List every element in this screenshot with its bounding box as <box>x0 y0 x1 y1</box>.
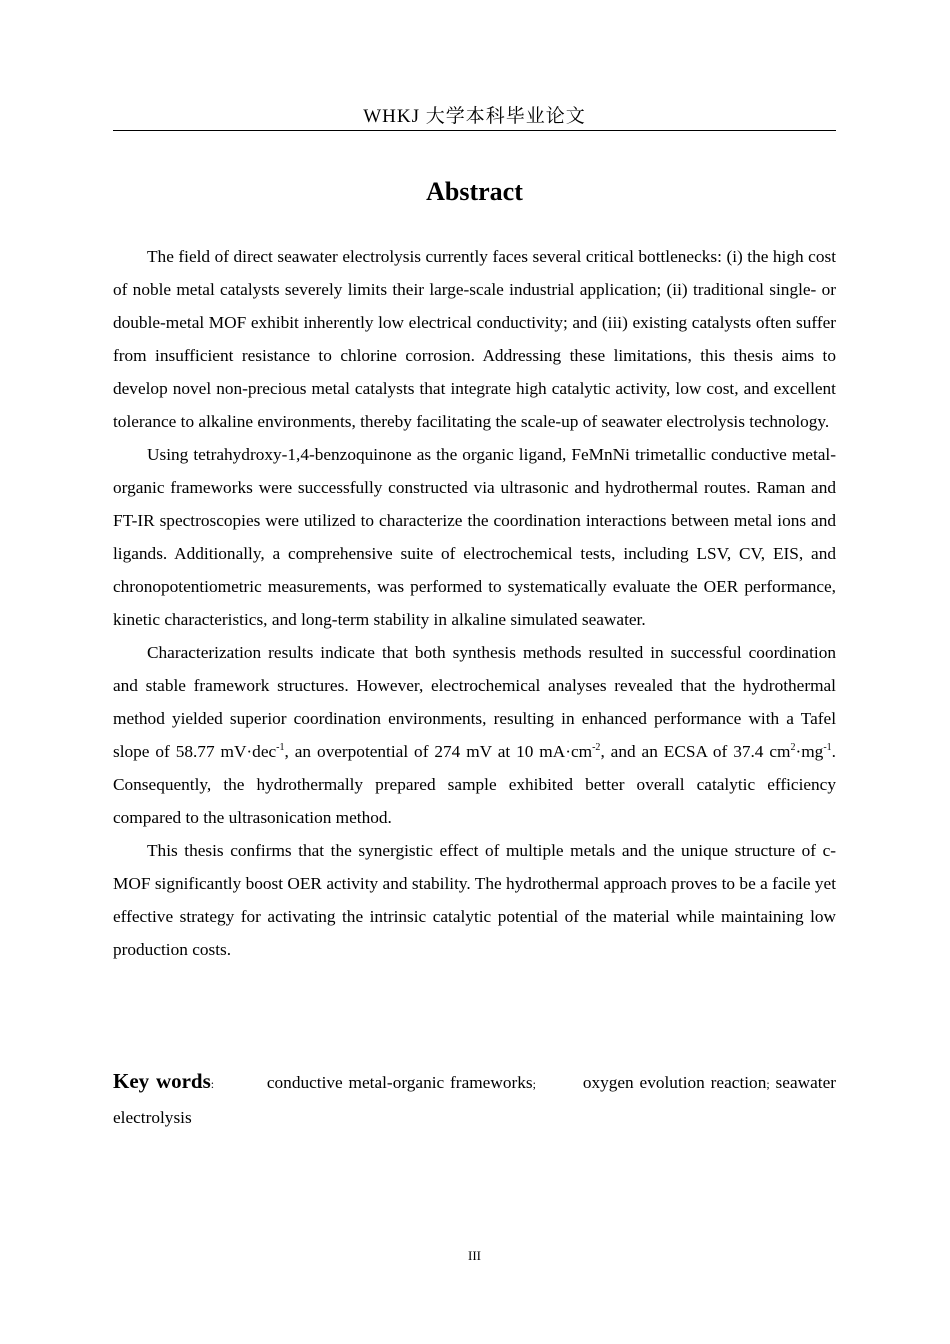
keywords-label: Key words <box>113 1069 211 1093</box>
current-density-exponent: -2 <box>592 742 601 754</box>
keyword-separator: ; <box>766 1077 770 1091</box>
keyword-separator: ; <box>532 1077 536 1091</box>
abstract-paragraph-3 <box>113 636 836 834</box>
abstract-body <box>113 240 836 966</box>
paragraph-3-text: . Consequently, the hydrothermally prepared sample exhibited better overall catalytic efficiency compared to the ultrasonication method. <box>113 742 836 827</box>
paragraph-3-text: , an overpotential of 274 mV at 10 mA·cm <box>284 742 593 761</box>
keywords-colon: : <box>210 1077 215 1091</box>
keyword-item: seawater electrolysis <box>113 1073 836 1127</box>
tafel-unit-exponent: -1 <box>276 742 285 754</box>
keywords-section <box>113 1064 836 1135</box>
ecsa-mass-exponent: -1 <box>823 742 832 754</box>
page-title: Abstract <box>426 177 523 206</box>
paragraph-3-text: , and an ECSA of 37.4 cm <box>600 742 791 761</box>
running-header: WHKJ 大学本科毕业论文 <box>363 106 586 127</box>
paragraph-3-text: Characterization results indicate that both synthesis methods resulted in successful coordination and stable framework structures. However, electrochemical analyses revealed that the hydrothermal method yielded superior coordination environments, resulting in enhanced performance with a Tafel slope of 58.77 mV·dec <box>113 643 836 761</box>
paragraph-3-text: ·mg <box>795 742 824 761</box>
abstract-paragraph-4: This thesis confirms that the synergistic effect of multiple metals and the unique structure of c-MOF significantly boost OER activity and stability. The hydrothermal approach proves to be a facile yet effective strategy for activating the intrinsic catalytic potential of the material while maintaining low production costs. <box>113 841 836 959</box>
ecsa-area-exponent: 2 <box>790 742 796 754</box>
abstract-paragraph-2: Using tetrahydroxy-1,4-benzoquinone as the organic ligand, FeMnNi trimetallic conductive metal-organic frameworks were successfully constructed via ultrasonic and hydrothermal routes. Raman and FT-IR spectroscopies were utilized to characterize the coordination interactions between metal ions and ligands. Additionally, a comprehensive suite of electrochemical tests, including LSV, CV, EIS, and chronopotentiometric measurements, was performed to systematically evaluate the OER performance, kinetic characteristics, and long-term stability in alkaline simulated seawater. <box>113 445 836 629</box>
keyword-item: oxygen evolution reaction <box>582 1073 767 1092</box>
page-number: III <box>468 1248 481 1263</box>
header-divider <box>113 130 836 131</box>
keyword-item: conductive metal-organic frameworks <box>266 1073 533 1092</box>
abstract-paragraph-1: The field of direct seawater electrolysis currently faces several critical bottlenecks: (i) the high cost of noble metal catalysts severely limits their large-scale industrial application; (ii) traditional single- or double-metal MOF exhibit inherently low electrical conductivity; and (iii) existing catalysts often suffer from insufficient resistance to chlorine corrosion. Addressing these limitations, this thesis aims to develop novel non-precious metal catalysts that integrate high catalytic activity, low cost, and excellent tolerance to alkaline environments, thereby facilitating the scale-up of seawater electrolysis technology. <box>113 247 836 431</box>
